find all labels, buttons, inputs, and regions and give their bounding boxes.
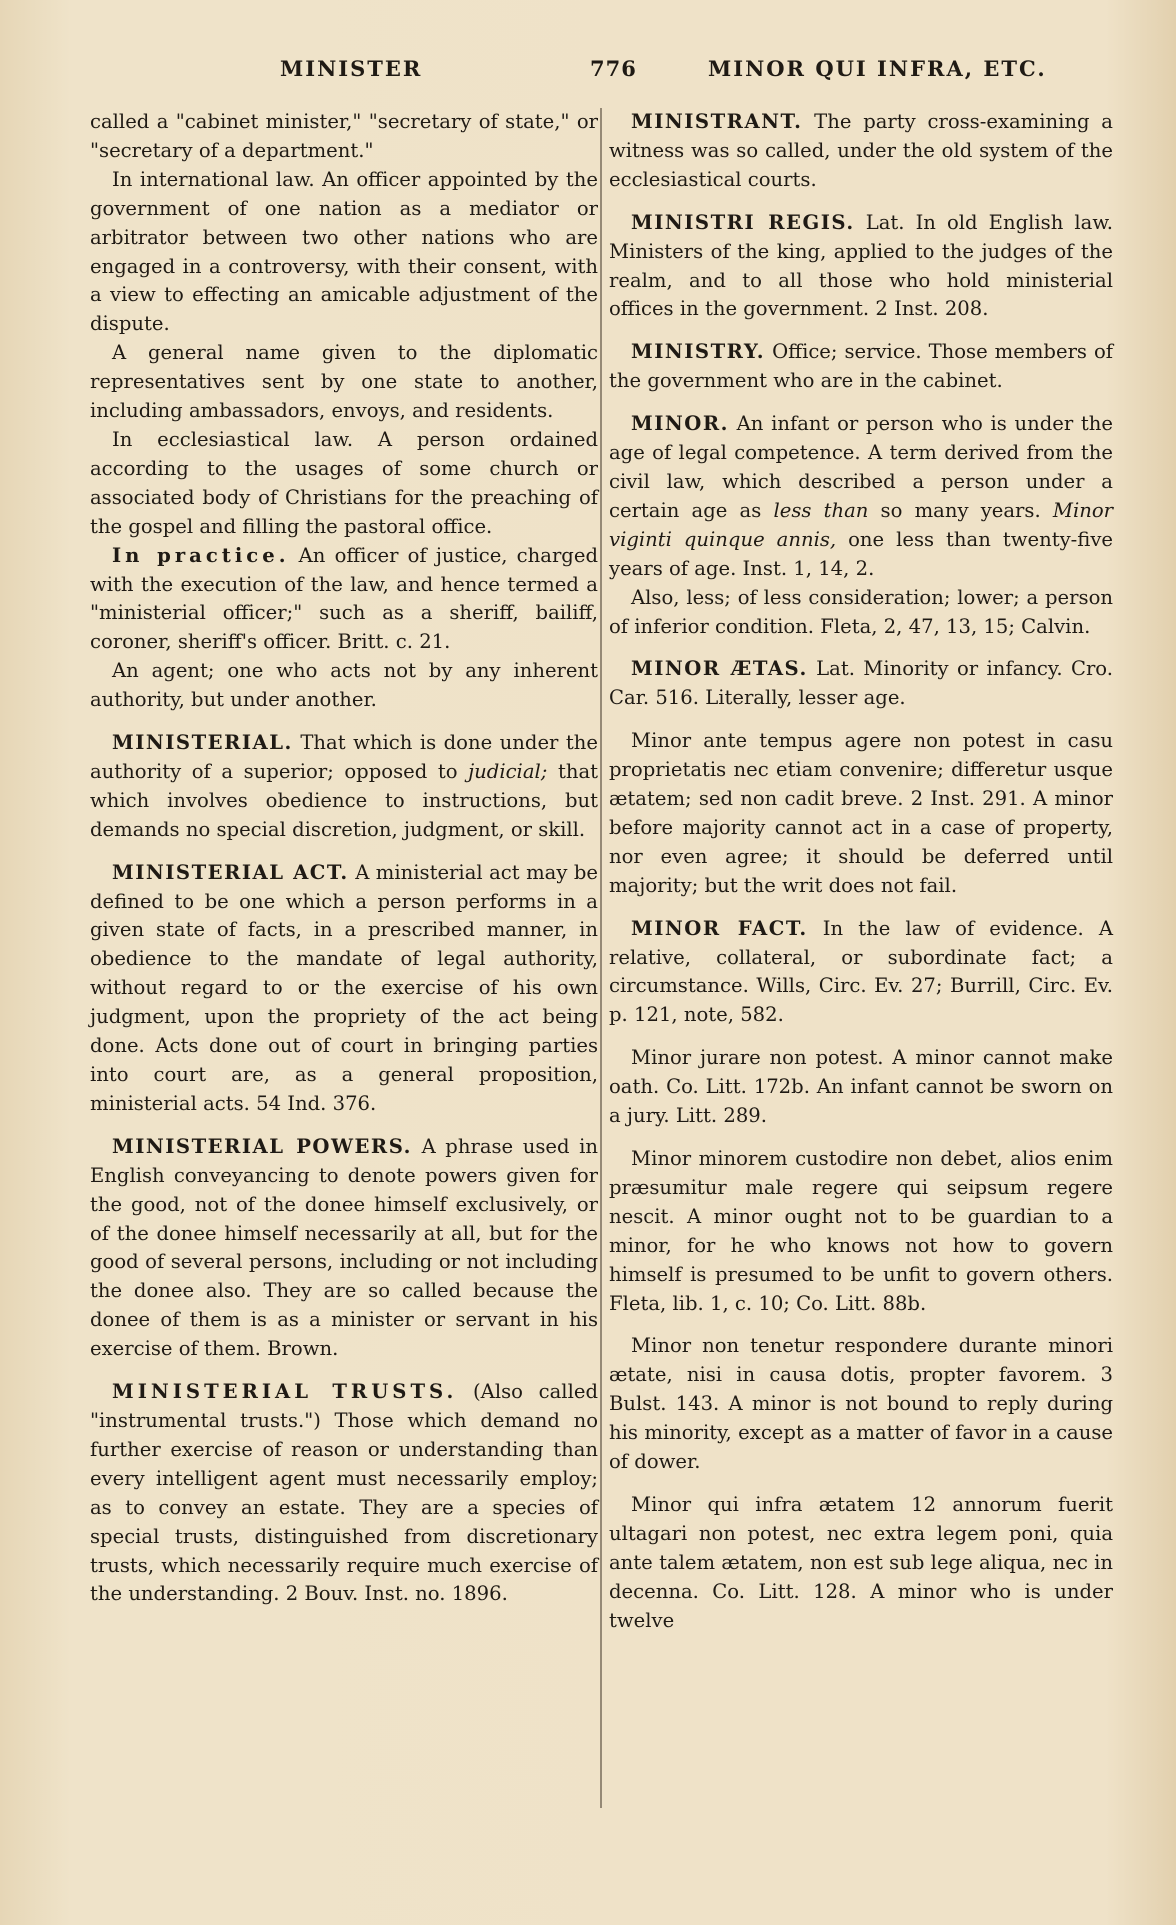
entry-body: Office; service. Those members of the government who are in the cabinet. [609, 340, 1113, 393]
entry-headword: MINOR FACT. [631, 916, 808, 940]
entry-body: In the law of evidence. A relative, collateral, or subordinate fact; a circumstance. Wills, Circ. Ev. 27; Burrill, Circ. Ev. p. 121, note, 582. [609, 916, 1113, 1027]
running-header [0, 56, 1176, 96]
dictionary-entry [609, 209, 1113, 325]
entry-body: one less than twenty-five years of age. Inst. 1, 14, 2. [609, 527, 1113, 580]
paragraph: In international law. An officer appointed by the government of one nation as a mediator or arbitrator between two other nations who are engaged in a controversy, with their consent, with a view to effecting an amicable adjustment of the dispute. [90, 167, 598, 336]
entry-italic: Minor viginti quinque annis, [609, 498, 1113, 551]
entry-italic: judicial; [468, 759, 548, 783]
left-column [90, 108, 598, 1609]
entry-body: that which involves obedience to instructions, but demands no special discretion, judgment, or skill. [90, 759, 598, 841]
entry-body: That which is done under the authority of a superior; opposed to [90, 731, 598, 783]
entry-headword: MINISTERIAL. [112, 731, 293, 755]
entry-body: Lat. In old English law. Ministers of the king, applied to the judges of the realm, and to all those who hold ministerial offices in the government. 2 Inst. 208. [609, 210, 1113, 321]
entry-headword: MINISTRY. [631, 340, 766, 364]
entry-body: Lat. Minority or infancy. Cro. Car. 516. Literally, lesser age. [609, 657, 1113, 710]
header-right-guide-word: MINOR QUI INFRA, ETC. [708, 56, 1047, 81]
maxim-entry: Minor jurare non potest. A minor cannot make oath. Co. Litt. 172b. An infant cannot be sworn on a jury. Litt. 289. [609, 1046, 1113, 1128]
entry-headword: MINISTRI REGIS. [631, 210, 855, 234]
dictionary-entry [609, 915, 1113, 1031]
entry-headword: MINOR ÆTAS. [631, 657, 808, 681]
entry-body: A phrase used in English conveyancing to denote powers given for the good, not of the donee himself exclusively, or of the donee himself necessarily at all, but for the good of several persons, including or not including the donee also. They are so called because the donee of them is as a minister or servant in his exercise of them. Brown. [90, 1134, 598, 1361]
paragraph [90, 542, 598, 658]
sense-body: An officer of justice, charged with the execution of the law, and hence termed a "ministerial officer;" such as a sheriff, bailiff, coroner, sheriff's officer. Britt. c. 21. [90, 543, 598, 654]
dictionary-entry [90, 1378, 598, 1609]
entry-headword: MINISTERIAL ACT. [112, 860, 349, 884]
page-number: 776 [590, 56, 637, 81]
dictionary-entry [609, 655, 1113, 713]
paragraph: In ecclesiastical law. A person ordained according to the usages of some church or associated body of Christians for the preaching of the gospel and filling the pastoral office. [90, 427, 598, 538]
paragraph: called a "cabinet minister," "secretary of state," or "secretary of a department." [90, 110, 598, 162]
maxim-entry: Minor non tenetur respondere durante minori ætate, nisi in causa dotis, propter favorem. 3 Bulst. 143. A minor is not bound to reply during his minority, except as a matter of favor in a cause of dower. [609, 1334, 1113, 1474]
maxim-entry: Minor minorem custodire non debet, alios enim præsumitur male regere qui seipsum regere nescit. A minor ought not to be guardian to a minor, for he who knows not how to govern himself is presumed to be unfit to govern others. Fleta, lib. 1, c. 10; Co. Litt. 88b. [609, 1147, 1113, 1315]
maxim-entry: Minor ante tempus agere non potest in casu proprietatis nec etiam convenire; differetur usque ætatem; sed non cadit breve. 2 Inst. 291. A minor before majority cannot act in a case of property, nor even agree; it should be deferred until majority; but the writ does not fail. [609, 729, 1113, 897]
dictionary-entry [609, 410, 1113, 583]
entry-body: (Also called "instrumental trusts.") Those which demand no further exercise of reason or understanding than every intelligent agent must necessarily employ; as to convey an estate. They are a species of special trusts, distinguished from discretionary trusts, which necessarily require much exercise of the understanding. 2 Bouv. Inst. no. 1896. [90, 1380, 598, 1606]
paragraph: Also, less; of less consideration; lower; a person of inferior condition. Fleta, 2, 47, 13, 15; Calvin. [609, 585, 1113, 638]
entry-headword: MINISTERIAL TRUSTS. [112, 1380, 458, 1404]
maxim-entry: Minor qui infra ætatem 12 annorum fuerit ultagari non potest, nec extra legem poni, quia ante talem ætatem, non est sub lege aliqua, nec in decenna. Co. Litt. 128. A minor who is under twelve [609, 1492, 1113, 1632]
entry-headword: MINISTRANT. [631, 110, 803, 133]
paragraph: A general name given to the diplomatic representatives sent by one state to another, including ambassadors, envoys, and residents. [90, 341, 598, 423]
dictionary-entry [90, 1133, 598, 1364]
header-left-guide-word: MINISTER [280, 56, 423, 81]
entry-headword: MINOR. [631, 412, 729, 436]
paragraph: An agent; one who acts not by any inherent authority, but under another. [90, 659, 598, 712]
dictionary-entry [90, 729, 598, 845]
column-divider [600, 108, 602, 1808]
dictionary-entry [609, 108, 1113, 195]
entry-body: A ministerial act may be defined to be one which a person performs in a given state of facts, in a prescribed manner, in obedience to the mandate of legal authority, without regard to or the exercise of his own judgment, upon the propriety of the act being done. Acts done out of court in bringing parties into court are, as a general proposition, ministerial acts. 54 Ind. 376. [90, 860, 598, 1115]
dictionary-entry [609, 338, 1113, 396]
entry-headword: MINISTERIAL POWERS. [112, 1134, 412, 1158]
dictionary-entry [90, 859, 598, 1119]
right-column [609, 108, 1113, 1636]
sense-heading: In practice. [112, 543, 290, 567]
entry-body: An infant or person who is under the age of legal competence. A term derived from the civil law, which described a person under a certain age as [609, 412, 1113, 522]
entry-body: so many years. [868, 498, 1053, 522]
entry-body: The party cross-examining a witness was so called, under the old system of the ecclesiastical courts. [609, 110, 1113, 191]
entry-italic: less than [773, 498, 869, 522]
